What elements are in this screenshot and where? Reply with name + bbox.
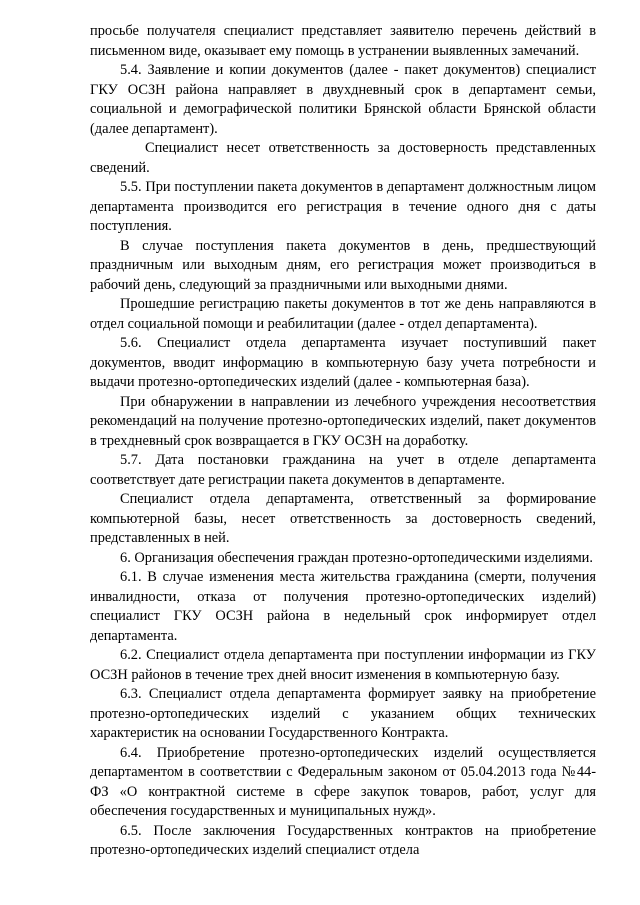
paragraph-6-1: 6.1. В случае изменения места жительства гражданина (смерти, получения инвалидности, отказа от получения протезно-ортопедических изделий) специалист ГКУ ОСЗН района в недельный срок информирует отдел департамента. [90, 569, 596, 644]
paragraph-database-specialist: Специалист отдела департамента, ответственный за формирование компьютерной базы, несет ответственность за достоверность сведений, представленных в ней. [90, 491, 596, 546]
section-6-heading: 6. Организация обеспечения граждан протезно-ортопедическими изделиями. [120, 549, 593, 566]
document-body [90, 22, 596, 861]
paragraph-continuation: просьбе получателя специалист представляет заявителю перечень действий в письменном виде, оказывает ему помощь в устранении выявленных замечаний. [90, 23, 596, 59]
paragraph-6-3: 6.3. Специалист отдела департамента формирует заявку на приобретение протезно-ортопедических изделий с указанием общих технических характеристик на основании Государственного Контракта. [90, 686, 596, 741]
paragraph-5-4: 5.4. Заявление и копии документов (далее - пакет документов) специалист ГКУ ОСЗН района направляет в двухдневный срок в департамент семьи, социальной и демографической политики Брянской области Брянской области (далее департамент). [90, 62, 596, 137]
paragraph-5-6: 5.6. Специалист отдела департамента изучает поступивший пакет документов, вводит информацию в компьютерную базу учета потребности и выдачи протезно-ортопедических изделий (далее - компьютерная база). [90, 335, 596, 390]
paragraph-mismatch: При обнаружении в направлении из лечебного учреждения несоответствия рекомендаций на получение протезно-ортопедических изделий, пакет документов в трехдневный срок возвращается в ГКУ ОСЗН на доработку. [90, 393, 596, 449]
paragraph-6-2: 6.2. Специалист отдела департамента при поступлении информации из ГКУ ОСЗН районов в течение трех дней вносит изменения в компьютерную базу. [90, 647, 596, 683]
paragraph-responsibility: Специалист несет ответственность за достоверность представленных сведений. [90, 140, 596, 176]
paragraph-6-4: 6.4. Приобретение протезно-ортопедических изделий осуществляется департаментом в соответствии с Федеральным законом от 05.04.2013 года №44-ФЗ «О контрактной системе в сфере закупок товаров, работ, услуг для обеспечения государственных и муниципальных нужд». [90, 744, 596, 819]
paragraph-holiday-registration: В случае поступления пакета документов в день, предшествующий праздничным или выходным дням, его регистрация может производиться в рабочий день, следующий за праздничными или выходными днями. [90, 237, 596, 293]
paragraph-registered-packages: Прошедшие регистрацию пакеты документов в тот же день направляются в отдел социальной помощи и реабилитации (далее - отдел департамента). [90, 296, 596, 332]
paragraph-5-5: 5.5. При поступлении пакета документов в департамент должностным лицом департамента производится его регистрация в течение одного дня с даты поступления. [90, 179, 596, 234]
paragraph-5-7: 5.7. Дата постановки гражданина на учет в отделе департамента соответствует дате регистрации пакета документов в департаменте. [90, 452, 596, 488]
paragraph-6-5: 6.5. После заключения Государственных контрактов на приобретение протезно-ортопедических изделий специалист отдела [90, 822, 596, 858]
